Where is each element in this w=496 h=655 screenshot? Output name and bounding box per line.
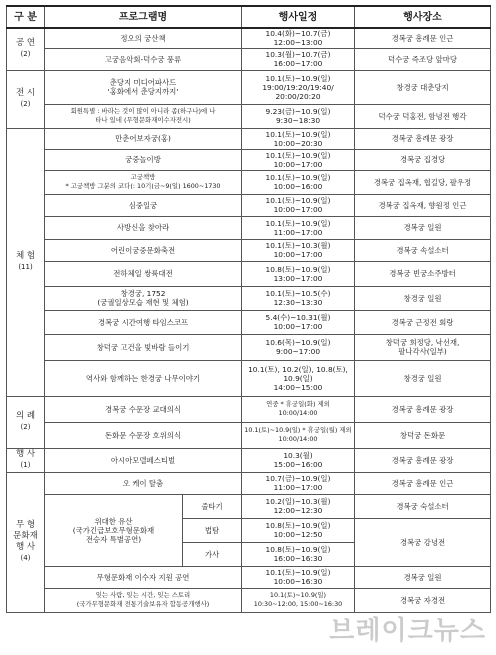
- header-row: [7, 6, 491, 28]
- program-schedule: 10.1(토)~10.9(일) 10:00~17:00: [242, 194, 355, 216]
- table-row: [7, 588, 491, 612]
- category-experience: 체 험 (11): [7, 128, 45, 396]
- program-schedule: 5.4(수)~10.31(월) 10:00~17:00: [242, 310, 355, 334]
- program-name: 창덕궁 고건을 빛바람 들이기: [45, 334, 242, 360]
- program-venue: 경복궁 집옥재, 협길당, 팔우정: [355, 170, 491, 194]
- program-schedule: 10.1(토), 10.2(일), 10.8(토), 10.9(일) 14:00~15:00: [242, 360, 355, 396]
- category-event: 행 사 (1): [7, 448, 45, 472]
- program-schedule: 10.3(월) 15:00~16:00: [242, 448, 355, 472]
- table-row: [7, 566, 491, 588]
- program-schedule: 10.8(토)~10.9(일) 13:00~17:00: [242, 261, 355, 286]
- program-schedule: 10.1(토)~10.9(일) 10:00~20:30: [242, 128, 355, 149]
- table-row: [7, 448, 491, 472]
- program-venue: 경복궁 흥례문 광장: [355, 448, 491, 472]
- program-venue: 경복궁 흥례문 인근: [355, 28, 491, 48]
- program-schedule: 10.1(토)~10.9(일) 10:30~12:00, 15:00~16:30: [242, 588, 355, 612]
- table-row: [7, 472, 491, 494]
- program-schedule: 10.1(토)~10.9(일) 10:00~17:00: [242, 149, 355, 170]
- program-name: 무형문화재 이수자 지원 공연: [45, 566, 242, 588]
- category-exhibition: 전 시 (2): [7, 70, 45, 128]
- program-schedule: 10.1(토)~10.5(수) 12:30~13:30: [242, 286, 355, 310]
- schedule-table: [6, 5, 491, 613]
- table-row: [7, 194, 491, 216]
- program-name: 전하체일 쌍륙대전: [45, 261, 242, 286]
- program-venue: 창경궁 일원: [355, 286, 491, 310]
- program-venue: 창경궁 일원: [355, 360, 491, 396]
- sub-program: 줄타기: [183, 494, 242, 518]
- program-venue: 경복궁 강녕전: [355, 518, 491, 566]
- table-row: [7, 396, 491, 422]
- program-schedule: 10.7(금)~10.9(일) 11:00~17:00: [242, 472, 355, 494]
- program-venue: 경복궁 숙설소터: [355, 494, 491, 518]
- program-name: 돈화문 수문장 호위의식: [45, 422, 242, 448]
- table-row: [7, 310, 491, 334]
- program-schedule: 10.1(토)~10.9(일) 11:00~17:00: [242, 216, 355, 239]
- category-performance: 공 연 (2): [7, 28, 45, 70]
- program-schedule: 10.1(토)~10.9(일) 10:00~16:00: [242, 170, 355, 194]
- program-name: 어린이궁중문화축전: [45, 239, 242, 261]
- program-schedule: 10.4(화)~10.7(금) 12:00~13:00: [242, 28, 355, 48]
- table-row: [7, 104, 491, 128]
- header-category: 구 분: [7, 6, 45, 28]
- program-name: 고궁책방 * 고궁책방 그분의 코다(: 10기(금~9(일) 1600~1730: [45, 170, 242, 194]
- table-row: [7, 216, 491, 239]
- program-venue: 경복궁 흥례문 광장: [355, 396, 491, 422]
- program-venue: 경복궁 집경당: [355, 149, 491, 170]
- program-schedule: 10.2(일)~10.3(월) 12:00~12:30: [242, 494, 355, 518]
- category-ritual: 의 례 (2): [7, 396, 45, 448]
- watermark: 브레이크뉴스: [329, 616, 486, 646]
- program-venue: 경복궁 일원: [355, 566, 491, 588]
- program-venue: 덕수궁 덕홍전, 함녕전 행각: [355, 104, 491, 128]
- program-name: 위대한 유산 (국가긴급보호무형문화재 전승자 특별공연): [45, 494, 183, 566]
- header-venue: 행사장소: [355, 6, 491, 28]
- header-schedule: 행사일정: [242, 6, 355, 28]
- program-venue: 경복궁 속설소터: [355, 239, 491, 261]
- table-row: [7, 70, 491, 104]
- program-name: 사방신을 찾아라: [45, 216, 242, 239]
- program-name: 정오의 궁산책: [45, 28, 242, 48]
- sub-program: 가사: [183, 542, 242, 566]
- table-row: [7, 360, 491, 396]
- program-schedule: 10.1(토)~10.9(일) * 휴궁일(월) 제외 10:00/14:00: [242, 422, 355, 448]
- table-row: [7, 422, 491, 448]
- program-venue: 경복궁 흥례문 인근: [355, 472, 491, 494]
- program-schedule: 9.23(금)~10.9(일) 9:30~18:30: [242, 104, 355, 128]
- category-intangible: 무 형 문화재 행 사 (4): [7, 472, 45, 612]
- header-program: 프로그램명: [45, 6, 242, 28]
- table-row: [7, 149, 491, 170]
- program-venue: 경복궁 근정전 회랑: [355, 310, 491, 334]
- program-venue: 경복궁 자경전: [355, 588, 491, 612]
- program-schedule: 10.1(토)~10.3(월) 10:00~17:00: [242, 239, 355, 261]
- program-venue: 덕수궁 즉조당 앞마당: [355, 48, 491, 70]
- program-venue: 경복궁 흥례문 광장: [355, 128, 491, 149]
- table-row: [7, 48, 491, 70]
- program-venue: 경복궁 일원: [355, 216, 491, 239]
- table-row: [7, 334, 491, 360]
- table-row: [7, 261, 491, 286]
- program-name: 잊는 사람, 잊는 시간, 잊는 스토리 (국가무형문화재 전통기술보유자 합동공개행사): [45, 588, 242, 612]
- program-schedule: 10.3(월)~10.7(금) 16:00~17:00: [242, 48, 355, 70]
- program-name: 아시아모델페스티벌: [45, 448, 242, 472]
- program-schedule: 10.1(토)~10.9(일) 10:00~16:30: [242, 566, 355, 588]
- program-name: 경복궁 수문장 교대의식: [45, 396, 242, 422]
- table-row: [7, 170, 491, 194]
- program-name: 만춘어보자궁(홍): [45, 128, 242, 149]
- program-name: 오 케이 탈춤: [45, 472, 242, 494]
- program-name: 궁중놀이방: [45, 149, 242, 170]
- program-schedule: 10.8(토)~10.9(일) 16:00~16:30: [242, 542, 355, 566]
- program-name: 고궁음악회-덕수궁 풍류: [45, 48, 242, 70]
- program-schedule: 연중 * 휴궁일(화) 제외 10:00/14:00: [242, 396, 355, 422]
- table-row: [7, 239, 491, 261]
- program-name: 회원특별 : 바라는 것이 많이 아니라 좀(하구나)에 나 타나 있네 (무형문화재이수자전시): [45, 104, 242, 128]
- program-venue: 경복궁 빈궁소주방터: [355, 261, 491, 286]
- program-name: 심중일궁: [45, 194, 242, 216]
- program-venue: 창덕궁 희정당, 낙선재, 팔나각사(일부): [355, 334, 491, 360]
- sub-program: 법탐: [183, 518, 242, 542]
- program-schedule: 10.1(토)~10.9(일) 19:00/19:20/19:40/ 20:00/20:20: [242, 70, 355, 104]
- program-name: 춘당지 미디어파사드 '홍화에서 춘당지까지': [45, 70, 242, 104]
- program-name: 창경궁, 1752 (궁궐일상모습 재현 및 체험): [45, 286, 242, 310]
- program-schedule: 10.6(목)~10.9(일) 9:00~17:00: [242, 334, 355, 360]
- program-venue: 창경궁 대춘당지: [355, 70, 491, 104]
- program-venue: 경복궁 집옥재, 향원정 인근: [355, 194, 491, 216]
- program-venue: 창덕궁 돈화문: [355, 422, 491, 448]
- program-name: 역사와 함께하는 한경궁 나무이야기: [45, 360, 242, 396]
- table-row: [7, 494, 491, 518]
- program-schedule: 10.8(토)~10.9(일) 10:00~12:50: [242, 518, 355, 542]
- table-row: [7, 28, 491, 48]
- program-name: 경복궁 시간여행 타임스코프: [45, 310, 242, 334]
- table-row: [7, 128, 491, 149]
- table-row: [7, 286, 491, 310]
